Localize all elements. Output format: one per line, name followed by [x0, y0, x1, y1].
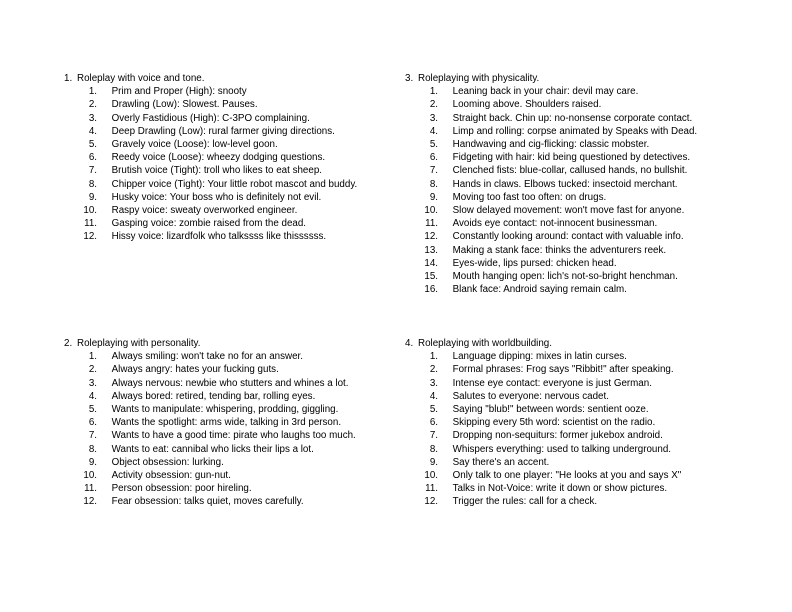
list-item-text: Looming above. Shoulders raised. — [452, 99, 602, 111]
list-item-text: Always smiling: won't take no for an answer. — [111, 351, 303, 363]
list-item-text: Intense eye contact: everyone is just German. — [452, 377, 652, 389]
list-item-number: 2. — [88, 364, 97, 376]
list-item — [64, 403, 424, 416]
list-item-text: Skipping every 5th word: scientist on the radio. — [452, 417, 656, 429]
list-item-text: Eyes-wide, lips pursed: chicken head. — [452, 257, 617, 269]
list-item-number: 4. — [88, 125, 97, 137]
list-item — [64, 469, 424, 482]
section-physicality — [405, 72, 765, 296]
list-item-text: Gasping voice: zombie raised from the dead. — [111, 218, 307, 230]
list-item — [405, 244, 765, 257]
list-item-text: Activity obsession: gun-nut. — [111, 470, 231, 482]
list-item — [64, 178, 424, 191]
list-item-number: 9. — [88, 191, 97, 203]
list-item-number: 10. — [83, 205, 97, 217]
list-item-number: 1. — [429, 351, 438, 363]
list-item-text: Prim and Proper (High): snooty — [111, 86, 247, 98]
list-item-text: Moving too fast too often: on drugs. — [452, 191, 607, 203]
list-item-text: Making a stank face: thinks the adventurers reek. — [452, 244, 667, 256]
list-item-text: Hissy voice: lizardfolk who talkssss like thissssss. — [111, 231, 327, 243]
list-item — [64, 456, 424, 469]
list-item-text: Talks in Not-Voice: write it down or show pictures. — [452, 483, 668, 495]
list-item — [64, 495, 424, 508]
list-item-number: 2. — [429, 99, 438, 111]
list-item — [405, 482, 765, 495]
list-item — [405, 138, 765, 151]
list-item-number: 4. — [429, 390, 438, 402]
list-item-number: 3. — [88, 112, 97, 124]
list-item-text: Wants the spotlight: arms wide, talking in 3rd person. — [111, 417, 342, 429]
list-item-text: Handwaving and cig-flicking: classic mobster. — [452, 139, 650, 151]
list-item-text: Brutish voice (Tight): troll who likes to eat sheep. — [111, 165, 322, 177]
list-item-number: 3. — [429, 377, 438, 389]
list-item-number: 8. — [429, 443, 438, 455]
list-item — [64, 230, 424, 243]
list-item — [405, 283, 765, 296]
section-heading — [405, 72, 765, 85]
list-item — [64, 350, 424, 363]
list-item — [64, 191, 424, 204]
list-item — [405, 456, 765, 469]
list-item — [64, 429, 424, 442]
list-item-number: 11. — [84, 483, 97, 495]
list-item-number: 9. — [429, 456, 438, 468]
list-item — [64, 390, 424, 403]
list-item — [405, 350, 765, 363]
list-item-text: Drawling (Low): Slowest. Pauses. — [111, 99, 258, 111]
list-item — [64, 443, 424, 456]
list-item-text: Constantly looking around: contact with valuable info. — [452, 231, 684, 243]
list-item — [405, 98, 765, 111]
list-item — [405, 495, 765, 508]
list-item-number: 5. — [88, 404, 97, 416]
list-item-text: Saying "blub!" between words: sentient ooze. — [452, 404, 649, 416]
list-item-number: 5. — [429, 139, 438, 151]
list-item-text: Wants to eat: cannibal who licks their lips a lot. — [111, 443, 314, 455]
list-item — [64, 416, 424, 429]
list-item-text: Limp and rolling: corpse animated by Speaks with Dead. — [452, 125, 698, 137]
list-item-text: Reedy voice (Loose): wheezy dodging questions. — [111, 152, 326, 164]
list-item — [64, 482, 424, 495]
list-item-text: Gravely voice (Loose): low-level goon. — [111, 139, 278, 151]
list-item-text: Overly Fastidious (High): C-3PO complaining. — [111, 112, 310, 124]
list-item-text: Husky voice: Your boss who is definitely not evil. — [111, 191, 322, 203]
list-item-text: Trigger the rules: call for a check. — [452, 496, 598, 508]
section-number: 2. — [64, 338, 73, 349]
list-item-text: Only talk to one player: "He looks at you and says X" — [452, 470, 682, 482]
list-item-text: Person obsession: poor hireling. — [111, 483, 252, 495]
section-personality — [64, 337, 424, 509]
list-item — [405, 390, 765, 403]
list-item — [405, 178, 765, 191]
list-item-text: Always bored: retired, tending bar, rolling eyes. — [111, 390, 316, 402]
list-item-text: Say there's an accent. — [452, 456, 550, 468]
list-item-text: Whispers everything: used to talking underground. — [452, 443, 672, 455]
list-item-text: Fidgeting with hair: kid being questioned by detectives. — [452, 152, 691, 164]
list-item-number: 7. — [429, 165, 438, 177]
list-item-number: 8. — [429, 178, 438, 190]
list-item-number: 11. — [425, 218, 438, 230]
list-item-number: 2. — [88, 99, 97, 111]
list-item-number: 9. — [88, 456, 97, 468]
list-item — [64, 164, 424, 177]
list-item-text: Avoids eye contact: not-innocent businessman. — [452, 218, 658, 230]
list-item-number: 7. — [88, 165, 97, 177]
list-item-number: 2. — [429, 364, 438, 376]
list-item-number: 6. — [429, 152, 438, 164]
list-item — [64, 151, 424, 164]
list-item-number: 10. — [424, 470, 438, 482]
list-item-number: 8. — [88, 178, 97, 190]
list-item-number: 16. — [424, 284, 438, 296]
list-item-text: Mouth hanging open: lich's not-so-bright henchman. — [452, 271, 678, 283]
section-title: Roleplaying with worldbuilding. — [418, 338, 552, 349]
list-item-number: 11. — [425, 483, 438, 495]
list-item — [64, 363, 424, 376]
section-title: Roleplaying with physicality. — [418, 73, 540, 84]
list-item — [64, 377, 424, 390]
list-item-number: 11. — [84, 218, 97, 230]
list-item-text: Chipper voice (Tight): Your little robot mascot and buddy. — [111, 178, 358, 190]
section-voice-and-tone — [64, 72, 424, 244]
list-item-text: Fear obsession: talks quiet, moves carefully. — [111, 496, 304, 508]
list-item — [405, 416, 765, 429]
section-number: 4. — [405, 338, 414, 349]
list-item-number: 3. — [88, 377, 97, 389]
list-item-number: 10. — [424, 205, 438, 217]
section-heading — [64, 337, 424, 350]
list-item — [405, 204, 765, 217]
list-item-text: Deep Drawling (Low): rural farmer giving directions. — [111, 125, 335, 137]
list-item-text: Language dipping: mixes in latin curses. — [452, 351, 627, 363]
list-item-number: 1. — [88, 351, 97, 363]
section-heading — [64, 72, 424, 85]
list-item-number: 1. — [88, 86, 97, 98]
list-item-number: 1. — [429, 86, 438, 98]
list-item — [405, 429, 765, 442]
list-item-number: 6. — [88, 152, 97, 164]
list-item-text: Always nervous: newbie who stutters and whines a lot. — [111, 377, 349, 389]
list-item-text: Wants to manipulate: whispering, prodding, giggling. — [111, 404, 339, 416]
list-item-number: 6. — [429, 417, 438, 429]
list-item-text: Always angry: hates your fucking guts. — [111, 364, 279, 376]
list-item-number: 10. — [83, 470, 97, 482]
list-item-text: Straight back. Chin up: no-nonsense corporate contact. — [452, 112, 693, 124]
list-item — [405, 217, 765, 230]
list-item-number: 7. — [88, 430, 97, 442]
list-item-number: 6. — [88, 417, 97, 429]
list-item — [405, 270, 765, 283]
list-item-text: Slow delayed movement: won't move fast for anyone. — [452, 205, 685, 217]
list-item — [405, 257, 765, 270]
section-title: Roleplay with voice and tone. — [77, 73, 205, 84]
list-item-text: Leaning back in your chair: devil may care. — [452, 86, 639, 98]
list-item-text: Dropping non-sequiturs: former jukebox android. — [452, 430, 663, 442]
list-item — [405, 191, 765, 204]
list-item — [405, 469, 765, 482]
list-item — [405, 230, 765, 243]
list-item-text: Hands in claws. Elbows tucked: insectoid merchant. — [452, 178, 678, 190]
list-item-text: Object obsession: lurking. — [111, 456, 224, 468]
list-item — [405, 377, 765, 390]
list-item-text: Wants to have a good time: pirate who laughs too much. — [111, 430, 356, 442]
list-item — [405, 443, 765, 456]
list-item — [64, 85, 424, 98]
list-item-number: 12. — [83, 231, 97, 243]
list-item-number: 12. — [424, 231, 438, 243]
list-item-number: 5. — [429, 404, 438, 416]
list-item — [405, 403, 765, 416]
list-item-number: 9. — [429, 191, 438, 203]
list-item-number: 13. — [424, 244, 438, 256]
list-item — [64, 112, 424, 125]
list-item-number: 3. — [429, 112, 438, 124]
list-item — [64, 217, 424, 230]
list-item — [64, 98, 424, 111]
list-item-number: 12. — [424, 496, 438, 508]
list-item-number: 12. — [83, 496, 97, 508]
list-item-text: Raspy voice: sweaty overworked engineer. — [111, 205, 298, 217]
list-item — [64, 138, 424, 151]
list-item — [405, 164, 765, 177]
list-item-text: Formal phrases: Frog says "Ribbit!" after speaking. — [452, 364, 674, 376]
list-item-text: Blank face: Android saying remain calm. — [452, 284, 627, 296]
list-item-number: 4. — [429, 125, 438, 137]
list-item-number: 8. — [88, 443, 97, 455]
list-item-text: Clenched fists: blue-collar, callused hands, no bullshit. — [452, 165, 688, 177]
list-item-text: Salutes to everyone: nervous cadet. — [452, 390, 609, 402]
list-item-number: 15. — [424, 271, 438, 283]
list-item — [64, 125, 424, 138]
list-item — [405, 112, 765, 125]
list-item-number: 7. — [429, 430, 438, 442]
section-heading — [405, 337, 765, 350]
list-item-number: 14. — [424, 257, 438, 269]
list-item-number: 4. — [88, 390, 97, 402]
section-title: Roleplaying with personality. — [77, 338, 201, 349]
list-item — [405, 85, 765, 98]
section-number: 3. — [405, 73, 414, 84]
list-item-number: 5. — [88, 139, 97, 151]
list-item — [405, 151, 765, 164]
section-worldbuilding — [405, 337, 765, 509]
list-item — [405, 125, 765, 138]
section-number: 1. — [64, 73, 73, 84]
list-item — [405, 363, 765, 376]
list-item — [64, 204, 424, 217]
